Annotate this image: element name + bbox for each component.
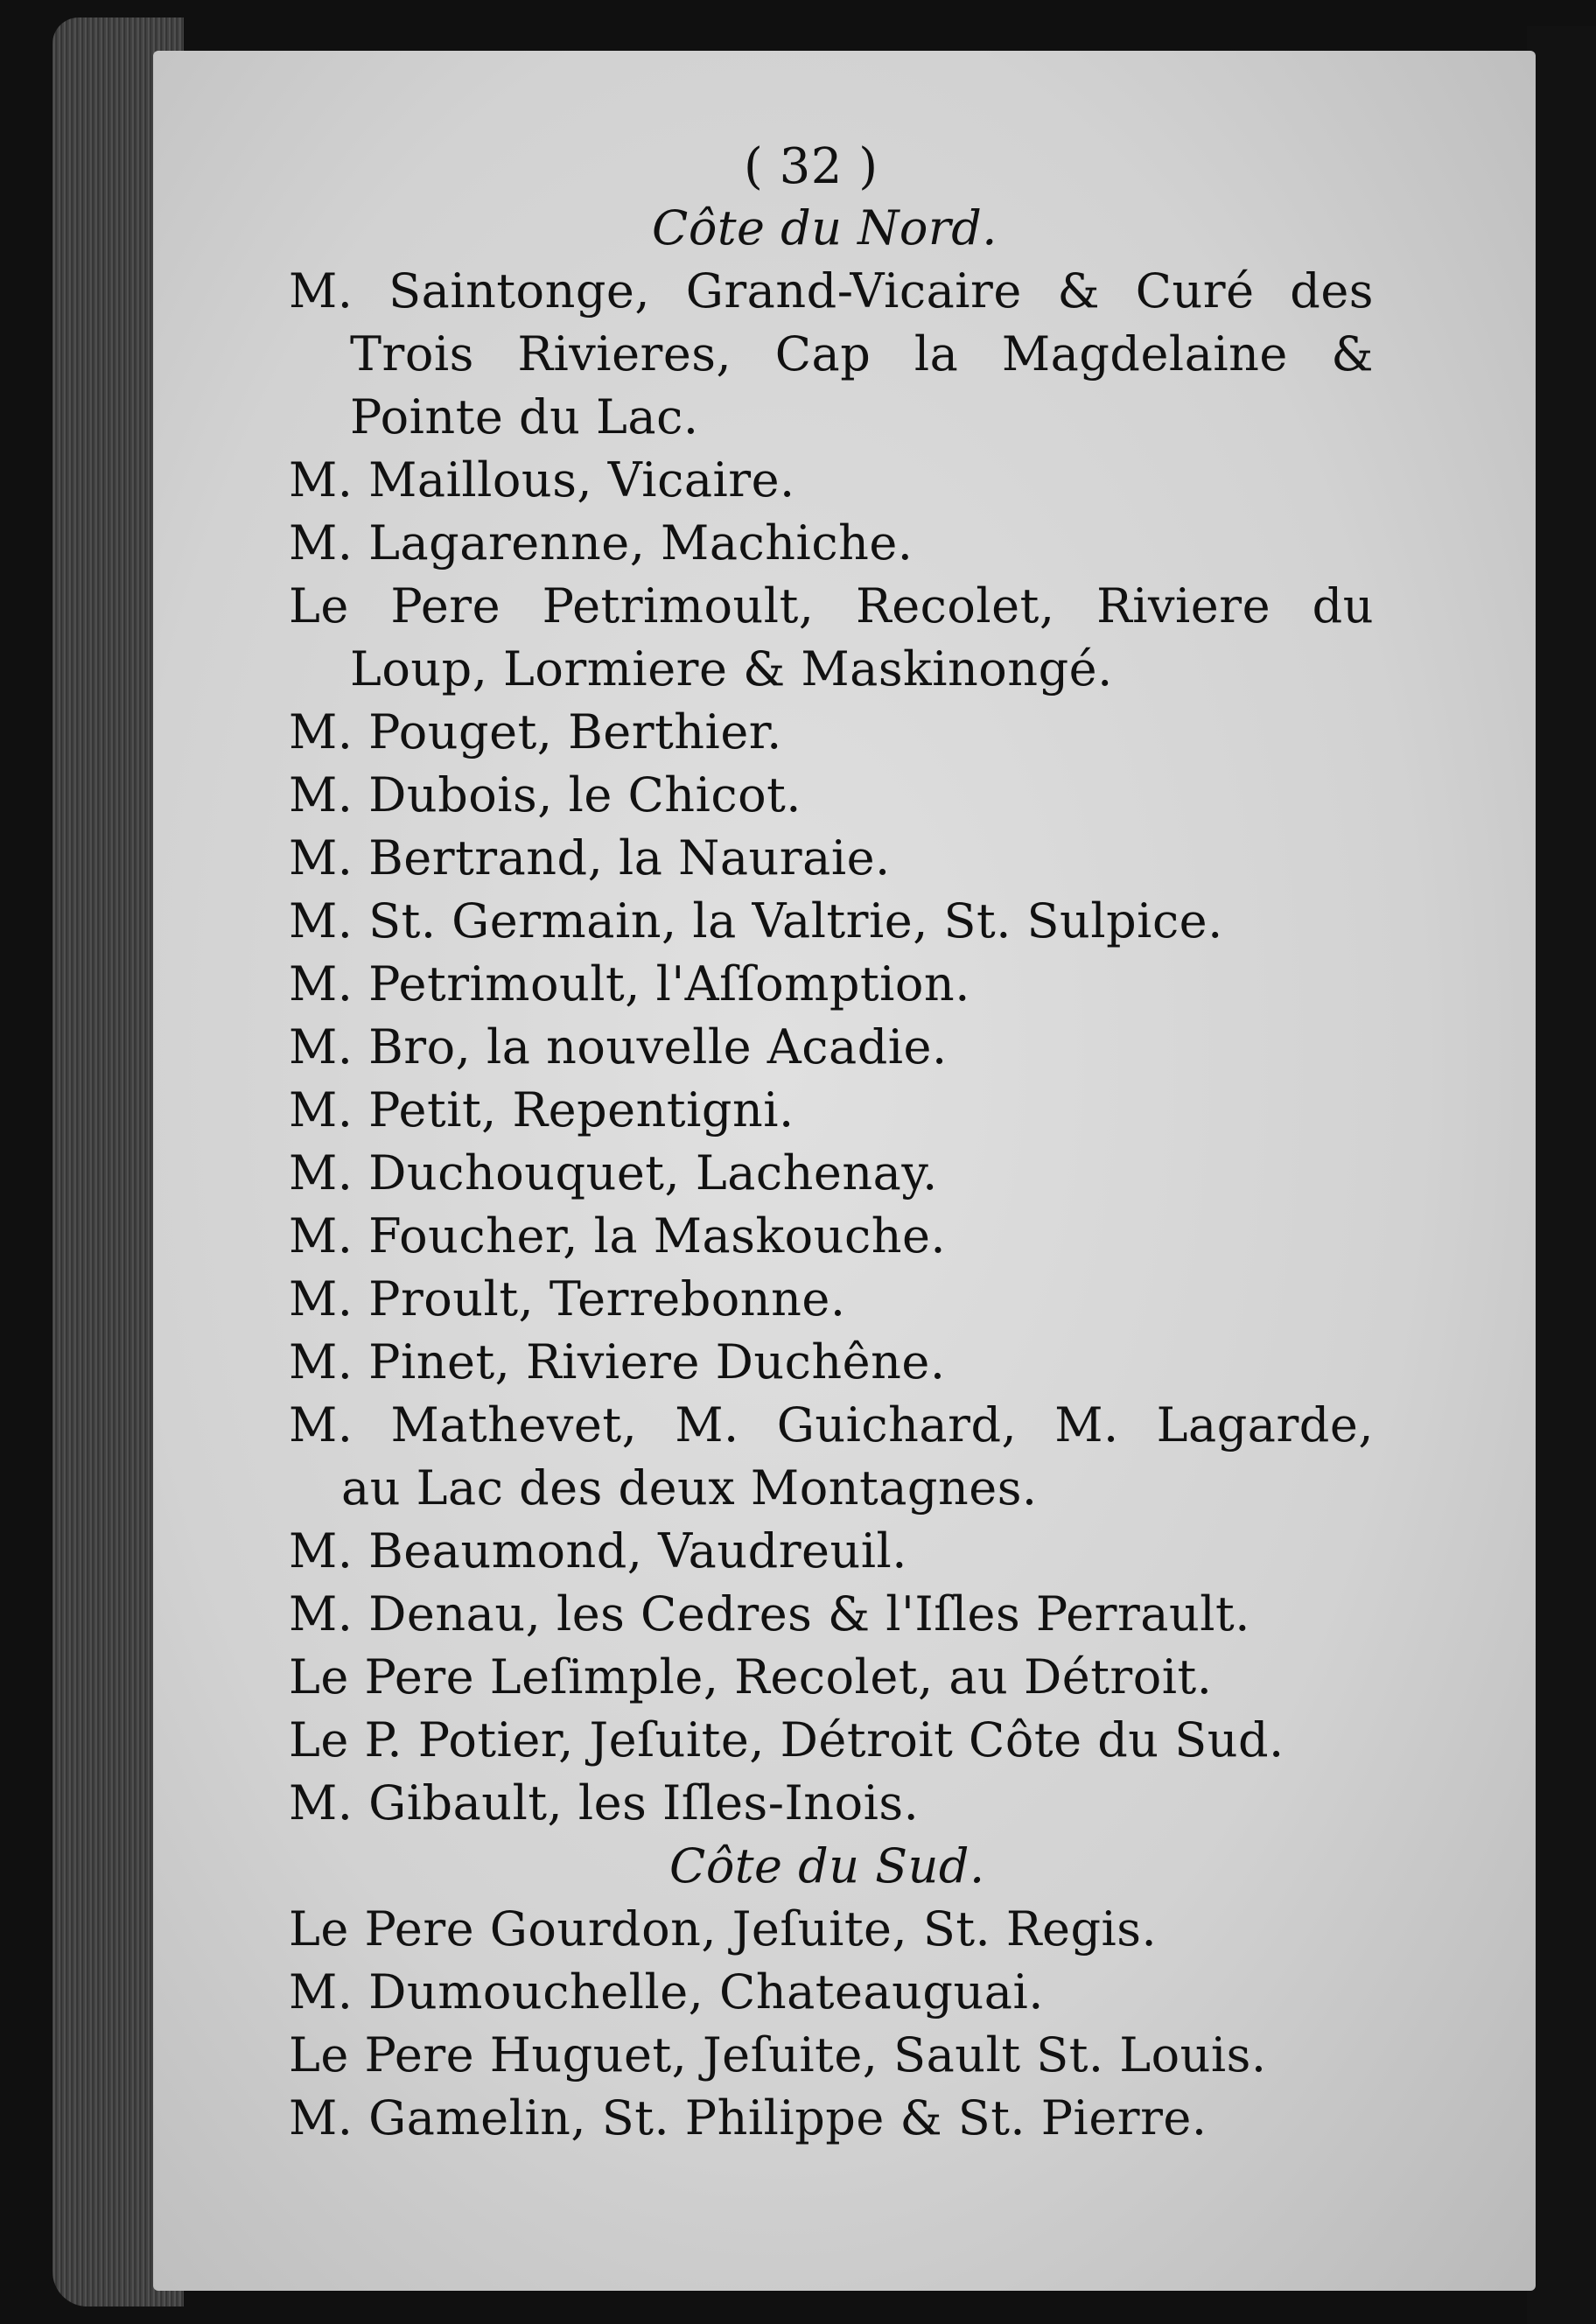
entry-line: M. Denau, les Cedres & l'Iſles Perrault. (289, 1586, 1250, 1642)
entry-line: Le Pere Leſimple, Recolet, au Détroit. (289, 1649, 1213, 1704)
entry-line: Le Pere Gourdon, Jeſuite, St. Regis. (289, 1901, 1158, 1956)
entry-line: M. Mathevet, M. Guichard, M. Lagarde, (289, 1397, 1374, 1452)
binding-shadow (1527, 26, 1596, 2324)
entry-line: Le Pere Petrimoult, Recolet, Riviere du (289, 578, 1374, 634)
entry-line: M. Beaumond, Vaudreuil. (289, 1523, 907, 1578)
entry-line: M. Gamelin, St. Philippe & St. Pierre. (289, 2090, 1208, 2146)
section-heading-sud: Côte du Sud. (669, 1838, 985, 1894)
entry-line: M. Bertrand, la Nauraie. (289, 830, 891, 886)
entry-line: M. Petit, Repentigni. (289, 1082, 794, 1138)
entry-line: Le Pere Huguet, Jeſuite, Sault St. Louis. (289, 2027, 1267, 2082)
entry-line: M. Petrimoult, l'Aſſomption. (289, 956, 970, 1012)
entry-line: M. Saintonge, Grand-Vicaire & Curé des (289, 263, 1374, 318)
entry-continuation: Trois Rivieres, Cap la Magdelaine & (350, 326, 1374, 382)
entry-line: M. Pinet, Riviere Duchêne. (289, 1334, 946, 1390)
entry-continuation: Loup, Lormiere & Maskinongé. (350, 641, 1113, 696)
entry-line: M. Proult, Terrebonne. (289, 1271, 846, 1326)
entry-line: M. Gibault, les Iſles-Inois. (289, 1775, 920, 1830)
entry-line: Le P. Potier, Jeſuite, Détroit Côte du Sud. (289, 1712, 1284, 1768)
entry-line: M. Duchouquet, Lachenay. (289, 1145, 938, 1200)
entry-line: M. Pouget, Berthier. (289, 704, 782, 760)
entry-line: M. Maillous, Vicaire. (289, 452, 795, 508)
entry-continuation: au Lac des deux Montagnes. (341, 1460, 1038, 1516)
entry-line: M. Bro, la nouvelle Acadie. (289, 1019, 948, 1074)
entry-line: M. Lagarenne, Machiche. (289, 515, 914, 570)
entry-line: M. St. Germain, la Valtrie, St. Sulpice. (289, 893, 1223, 948)
entry-line: M. Dubois, le Chicot. (289, 767, 802, 822)
entry-line: M. Dumouchelle, Chateauguai. (289, 1964, 1044, 2020)
section-heading-nord: Côte du Nord. (652, 200, 998, 256)
entry-continuation: Pointe du Lac. (350, 389, 699, 444)
page-number: ( 32 ) (744, 138, 878, 195)
entry-line: M. Foucher, la Maskouche. (289, 1208, 947, 1264)
